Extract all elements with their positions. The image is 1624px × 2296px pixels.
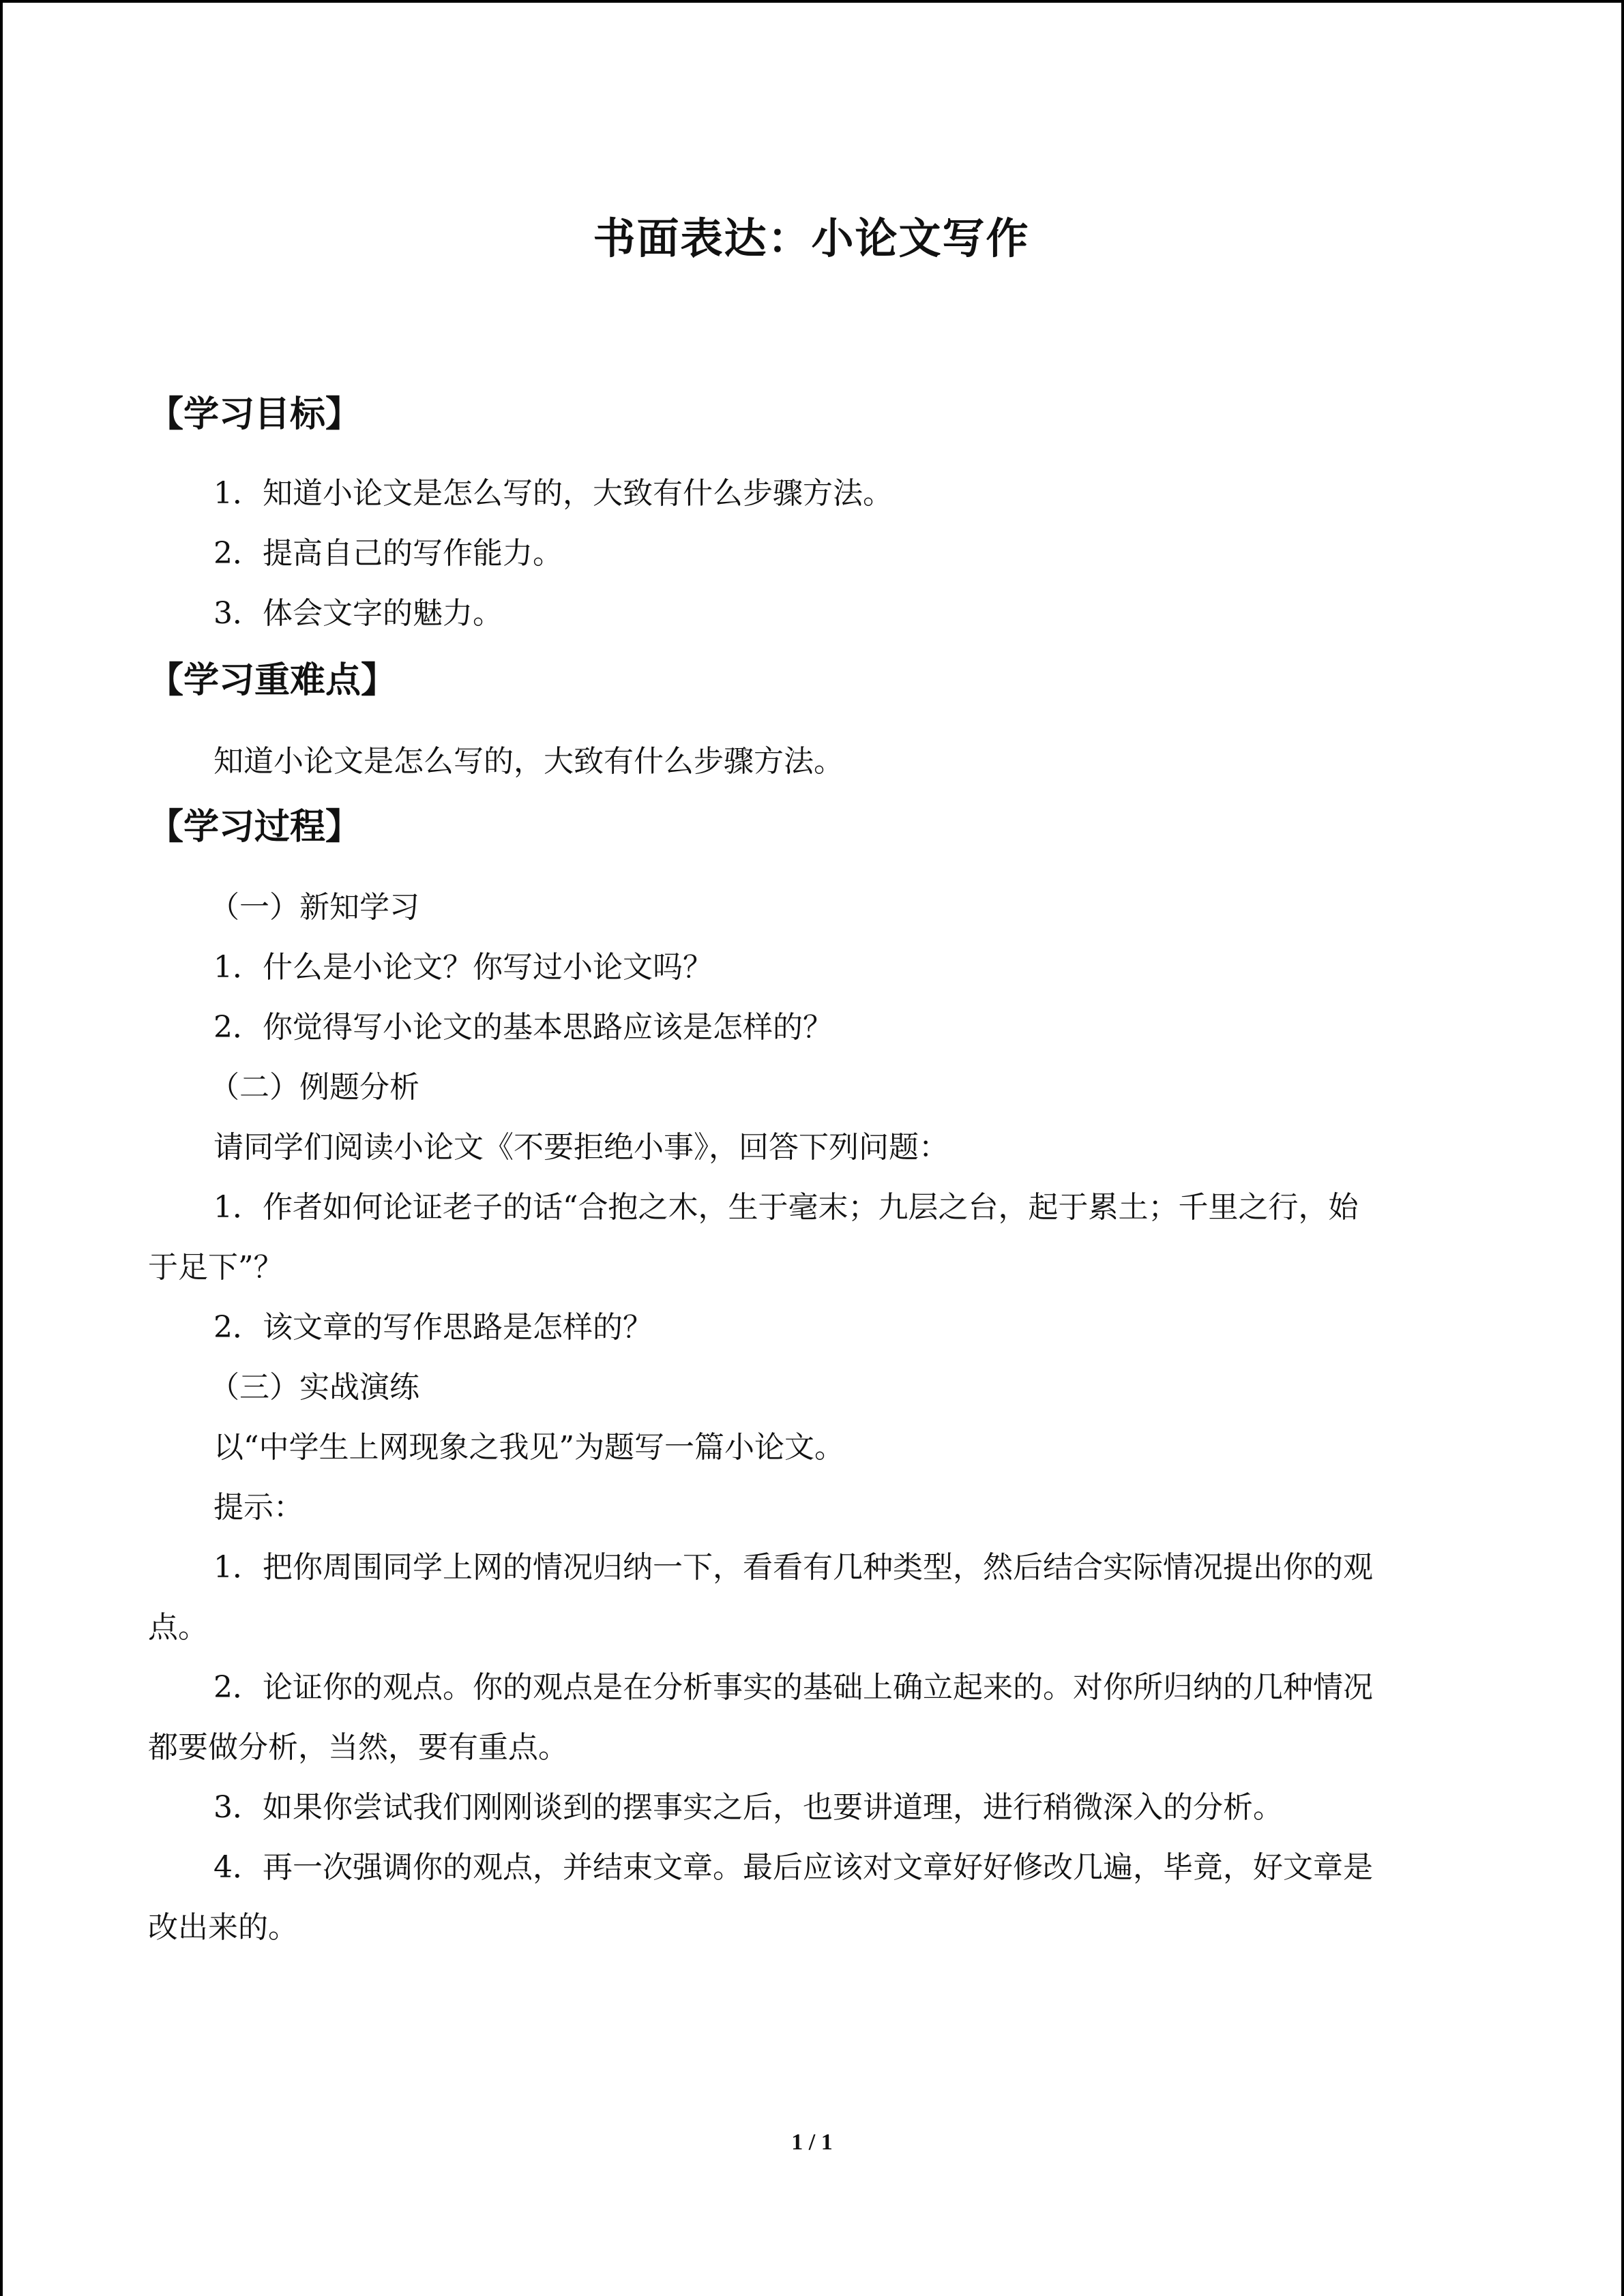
hint-1-line2: 点。 bbox=[148, 1610, 208, 1645]
process-part1-label: （一）新知学习 bbox=[209, 890, 419, 925]
goal-item-1: 1．知道小论文是怎么写的，大致有什么步骤方法。 bbox=[213, 476, 893, 511]
page-left-border bbox=[0, 0, 3, 2296]
process-part2-intro: 请同学们阅读小论文《不要拒绝小事》，回答下列问题： bbox=[213, 1130, 949, 1165]
goal-item-2: 2．提高自己的写作能力。 bbox=[213, 536, 563, 571]
heading-learning-goals: 【学习目标】 bbox=[148, 394, 361, 435]
page-top-border bbox=[0, 0, 1624, 3]
heading-key-points: 【学习重难点】 bbox=[148, 660, 397, 701]
hint-3: 3．如果你尝试我们刚刚谈到的摆事实之后，也要讲道理，进行稍微深入的分析。 bbox=[213, 1790, 1283, 1825]
process-part1-item-1: 1．什么是小论文？你写过小论文吗？ bbox=[213, 950, 713, 985]
document-title: 书面表达：小论文写作 bbox=[593, 213, 1030, 263]
process-part2-label: （二）例题分析 bbox=[209, 1070, 419, 1105]
key-points-text: 知道小论文是怎么写的，大致有什么步骤方法。 bbox=[213, 744, 844, 779]
process-part2-question-2: 2．该文章的写作思路是怎样的？ bbox=[213, 1310, 653, 1345]
process-part2-question-1-line2: 于足下”？ bbox=[148, 1250, 284, 1285]
process-part1-item-2: 2．你觉得写小论文的基本思路应该是怎样的？ bbox=[213, 1010, 833, 1045]
hint-2-line2: 都要做分析，当然，要有重点。 bbox=[148, 1730, 568, 1765]
process-part3-label: （三）实战演练 bbox=[209, 1370, 419, 1405]
process-part3-task: 以“中学生上网现象之我见”为题写一篇小论文。 bbox=[213, 1430, 844, 1465]
heading-learning-process: 【学习过程】 bbox=[148, 807, 361, 848]
hint-label: 提示： bbox=[213, 1490, 304, 1525]
page-right-border bbox=[1621, 0, 1624, 2296]
goal-item-3: 3．体会文字的魅力。 bbox=[213, 596, 503, 631]
process-part2-question-1-line1: 1．作者如何论证老子的话“合抱之木，生于毫末；九层之台，起于累土；千里之行，始 bbox=[213, 1190, 1359, 1225]
hint-1-line1: 1．把你周围同学上网的情况归纳一下，看看有几种类型，然后结合实际情况提出你的观 bbox=[213, 1550, 1373, 1585]
hint-4-line1: 4．再一次强调你的观点，并结束文章。最后应该对文章好好修改几遍，毕竟，好文章是 bbox=[213, 1850, 1373, 1885]
page-number: 1 / 1 bbox=[791, 2130, 833, 2155]
hint-4-line2: 改出来的。 bbox=[148, 1910, 298, 1945]
hint-2-line1: 2．论证你的观点。你的观点是在分析事实的基础上确立起来的。对你所归纳的几种情况 bbox=[213, 1670, 1373, 1705]
